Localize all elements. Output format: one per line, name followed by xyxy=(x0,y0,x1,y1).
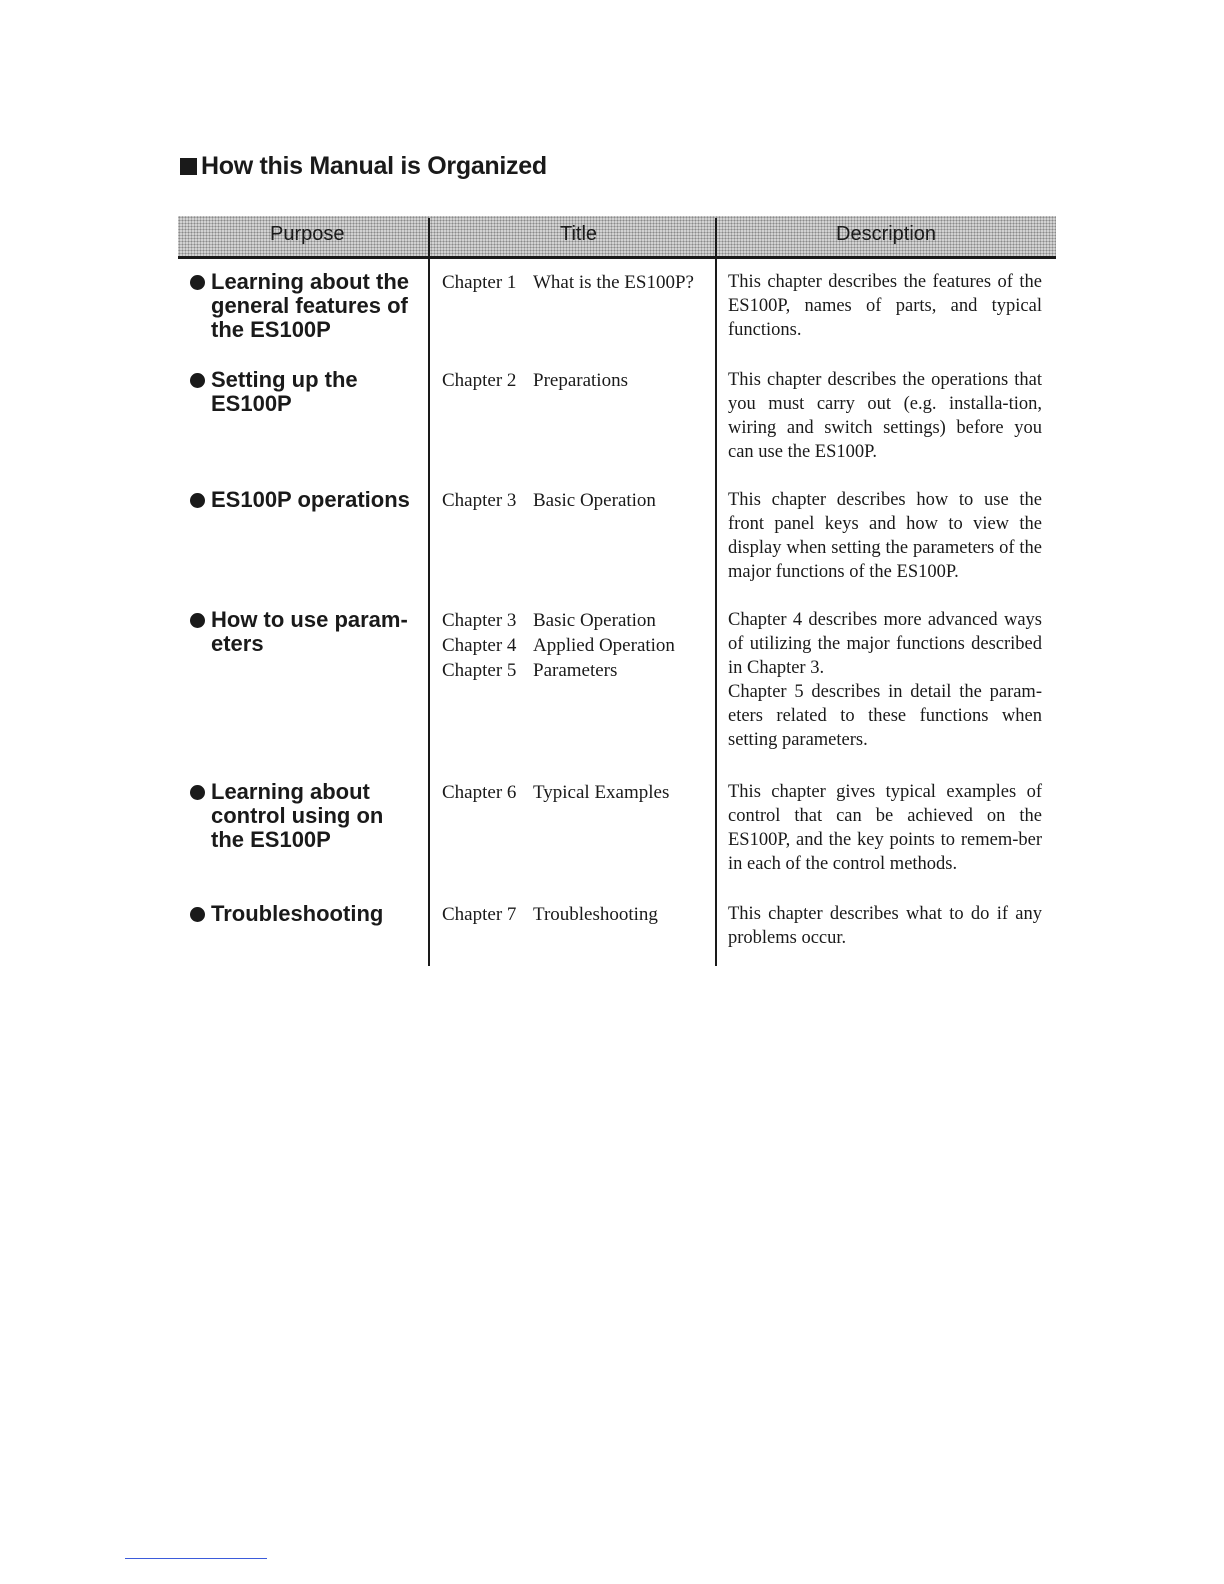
chapter-number: Chapter 3 xyxy=(442,490,517,511)
column-divider xyxy=(715,218,717,966)
square-bullet-icon xyxy=(180,158,197,175)
description-cell: This chapter describes the features of the ES100P, names of parts, and typical functions. xyxy=(728,272,1042,340)
chapter-number: Chapter 7 xyxy=(442,904,517,925)
column-divider xyxy=(428,218,430,966)
header-description: Description xyxy=(836,223,937,245)
description-cell: This chapter describes what to do if any problems occur. xyxy=(728,904,1042,948)
title-cell xyxy=(442,368,722,393)
chapter-number: Chapter 5 xyxy=(442,660,517,681)
organization-table xyxy=(178,216,1056,948)
purpose-cell: Troubleshooting xyxy=(190,902,430,926)
round-bullet-icon xyxy=(190,613,205,628)
chapter-name: Troubleshooting xyxy=(533,904,658,925)
chapter-name: Basic Operation xyxy=(533,610,656,631)
round-bullet-icon xyxy=(190,275,205,290)
round-bullet-icon xyxy=(190,907,205,922)
header-title: Title xyxy=(560,223,598,245)
chapter-name: Preparations xyxy=(533,370,628,391)
chapter-name: Basic Operation xyxy=(533,490,656,511)
chapter-number: Chapter 3 xyxy=(442,610,517,631)
chapter-number: Chapter 6 xyxy=(442,782,517,803)
chapter-name: Parameters xyxy=(533,660,618,681)
description-cell: This chapter gives typical examples of control that can be achieved on the ES100P, and the key points to remem-ber in each of the control methods. xyxy=(728,782,1042,874)
purpose-cell: Learning about control using on the ES100P xyxy=(190,780,430,852)
chapter-name: Applied Operation xyxy=(533,635,675,656)
purpose-cell: Learning about the general features of the ES100P xyxy=(190,270,430,342)
title-cell xyxy=(442,780,722,805)
chapter-name: Typical Examples xyxy=(533,782,670,803)
header-purpose: Purpose xyxy=(270,223,345,245)
page-title xyxy=(180,152,547,181)
title-cell xyxy=(442,608,722,683)
chapter-number: Chapter 1 xyxy=(442,272,517,293)
title-cell xyxy=(442,488,722,513)
chapter-number: Chapter 4 xyxy=(442,635,517,656)
round-bullet-icon xyxy=(190,785,205,800)
footer-rule xyxy=(125,1558,267,1559)
description-cell: This chapter describes the operations that you must carry out (e.g. installa-tion, wiring and switch settings) before you can use the ES100P. xyxy=(728,370,1042,462)
chapter-number: Chapter 2 xyxy=(442,370,517,391)
description-cell: This chapter describes how to use the front panel keys and how to view the display when setting the parameters of the major functions of the ES100P. xyxy=(728,490,1042,582)
title-cell xyxy=(442,902,722,927)
page-title-text: How this Manual is Organized xyxy=(201,152,547,180)
purpose-cell: How to use param- eters xyxy=(190,608,430,656)
table-header xyxy=(178,216,1056,259)
round-bullet-icon xyxy=(190,493,205,508)
description-cell: Chapter 4 describes more advanced ways of utilizing the major functions described in Chapter 3. Chapter 5 describes in detail the param-eters related to these functions when setting parameters. xyxy=(728,610,1042,750)
purpose-cell: Setting up the ES100P xyxy=(190,368,430,416)
title-cell xyxy=(442,270,722,295)
purpose-cell: ES100P operations xyxy=(190,488,430,512)
chapter-name: What is the ES100P? xyxy=(533,272,694,293)
round-bullet-icon xyxy=(190,373,205,388)
